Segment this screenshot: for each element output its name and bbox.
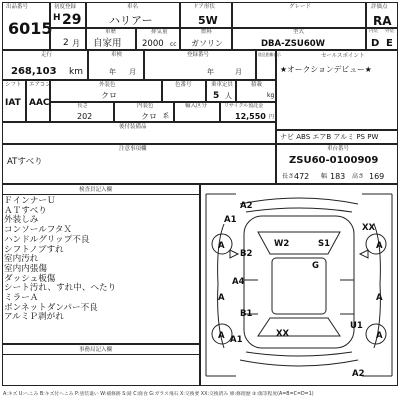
inspection-item: ＦインナーＵ (4, 196, 56, 206)
dealer-cell (2, 344, 200, 386)
expiry-month-unit: 月 (129, 68, 136, 76)
inspection-item: アルミＰ剥がれ (4, 312, 64, 323)
month-cell (50, 28, 86, 50)
lot-cell (2, 2, 53, 50)
grade-label: グレード (289, 4, 312, 10)
int-color: クロ (141, 112, 157, 121)
load-cell (236, 80, 276, 102)
exterior-label: 外装 (385, 29, 394, 34)
capacity: 5 (213, 91, 220, 101)
interior-score: D (371, 38, 380, 49)
reg-year-unit: 年 (207, 68, 214, 76)
grade-cell (232, 2, 366, 28)
damage-mark: B2 (240, 249, 253, 259)
model: DBA-ZSU60W (261, 39, 326, 49)
mileage-unit: km (69, 67, 83, 77)
damage-mark: A (218, 331, 225, 341)
inspection-item: 外装しみ (4, 215, 39, 226)
vin-hei: 169 (369, 172, 385, 181)
inspection-item: コンソールフタＸ (4, 225, 72, 236)
era: H (53, 13, 61, 23)
damage-mark: A (376, 241, 383, 251)
model-label: 型式 (293, 29, 305, 35)
int-color-label: 内装色 (137, 103, 154, 109)
lot-label: 出品番号 (6, 4, 29, 10)
etc-cell (2, 122, 276, 144)
usage: 自家用 (93, 38, 122, 49)
vin-wid-label: 幅 (321, 173, 328, 180)
door-cell (180, 2, 232, 28)
damage-mark: XX (276, 329, 290, 339)
load-label: 積載 (251, 82, 263, 88)
length-cell (50, 102, 114, 122)
inspection-item: 室内内張傷 (4, 263, 47, 274)
damage-mark: A1 (230, 335, 243, 345)
length-label: 長さ (77, 103, 89, 109)
mileage-cell (2, 50, 88, 80)
exterior-score: E (386, 38, 393, 49)
mileage-value: 268,103 (11, 66, 57, 77)
inspection-divider (2, 194, 200, 195)
color-label: 外装色 (99, 82, 116, 88)
color: クロ (101, 91, 117, 100)
inspection-item: ボンネットダンパー不良 (4, 302, 98, 313)
inspection-list (4, 197, 116, 323)
reg-cell (144, 50, 256, 80)
int-ext-cell (366, 28, 398, 50)
damage-mark: A (376, 331, 383, 341)
notes-label: 注意事項欄 (119, 146, 147, 152)
usage-label: 車歴 (105, 29, 117, 35)
fuel-label: 燃料 (201, 29, 213, 35)
shift: IAT (5, 98, 21, 108)
model-cell (232, 28, 366, 50)
selling-points-text: ★オークションデビュー★ (280, 65, 372, 74)
inspection-item: シフトノブすれ (4, 244, 64, 255)
ac-label: エアコン (29, 82, 51, 88)
shift-cell (2, 80, 26, 122)
vin-cell (276, 144, 398, 184)
recycle-label: 陸送距離表示 (258, 52, 281, 57)
score: RA (373, 14, 392, 28)
vin-len-label: 長さ (282, 173, 295, 180)
inspection-item: ミラーＡ (4, 293, 39, 304)
int-color-cell (114, 102, 174, 122)
selling-points-cell (276, 50, 398, 130)
notes: ATすべり (7, 157, 43, 167)
cc-cell (136, 28, 180, 50)
int-unit: 系 (163, 113, 170, 120)
expiry-year-unit: 年 (109, 68, 116, 76)
name-label: 車名 (127, 4, 139, 10)
year-label: 初度登録 (54, 4, 77, 10)
car-name: ハリアー (109, 14, 153, 27)
damage-mark: G (312, 261, 319, 271)
load-unit: kg (267, 92, 275, 99)
reg-month-unit: 月 (235, 68, 242, 76)
ac-cell (26, 80, 50, 122)
door-label: ドア形状 (193, 4, 215, 10)
recycle-fee: 12,550 (235, 112, 266, 121)
damage-mark: A2 (240, 201, 253, 211)
inspection-item: シート汚れ、すれ中、へたり (4, 283, 117, 294)
inspection-item: ハンドルグリップ不良 (4, 234, 90, 245)
damage-mark: U1 (350, 321, 363, 331)
damage-mark: A4 (232, 277, 245, 287)
capacity-label: 乗車定員 (211, 82, 234, 88)
shift-label: シフト (5, 82, 22, 88)
damage-mark: A (218, 241, 225, 251)
vin-len: 472 (294, 172, 310, 181)
recycle-fee-label: リサイクル預託金 (224, 103, 264, 109)
lot-number: 6015 (8, 19, 53, 38)
usage-cell (86, 28, 136, 50)
selling-points-label: セールスポイント (321, 53, 365, 59)
import-cell (174, 102, 220, 122)
month-unit: 月 (72, 39, 80, 48)
score-label: 評価点 (371, 4, 388, 10)
vin-label: 車台番号 (327, 146, 350, 152)
vin-value: ZSU60-0100909 (289, 155, 379, 166)
inspection-item: ＡＴすべり (4, 205, 47, 216)
inspection-label: 検査員記入欄 (79, 187, 113, 193)
recycle-unit: 円 (269, 114, 275, 120)
door: 5W (198, 14, 218, 27)
fuel: ガソリン (191, 39, 223, 48)
year: 29 (62, 12, 82, 28)
recycle-fee-cell (220, 102, 276, 122)
capacity-unit: 人 (225, 92, 232, 100)
options-text: ナビ ABS エアB アルミ PS PW (280, 133, 379, 141)
damage-mark: A (376, 293, 383, 303)
car-diagram (200, 184, 398, 386)
vin-hei-label: 高さ (352, 173, 365, 180)
damage-mark: S1 (318, 239, 331, 249)
ac: AAC (29, 98, 50, 108)
month: 2 (63, 38, 69, 48)
import-label: 輸入区分 (185, 103, 208, 109)
color-cell (50, 80, 162, 102)
damage-mark: XX (362, 223, 376, 233)
expiry-label: 車検 (111, 52, 123, 58)
damage-mark: A2 (352, 369, 365, 379)
legend-footer: A:キズ U:へこみ B:キズ付へこみ P:塗装違い W:補修跡 S:錆 C:腐食 G:ガラス飛石 X:交換要 XX:交換済み 修:修理歴 ③:傷等程度(A=B=C=D=1) (3, 392, 314, 397)
fuel-cell (180, 28, 232, 50)
expiry-cell (88, 50, 144, 80)
length: 202 (77, 112, 93, 121)
cc-unit: cc (170, 41, 177, 48)
year-cell (50, 2, 86, 28)
reg-label: 登録番号 (187, 52, 210, 58)
damage-mark: A1 (224, 215, 237, 225)
options-cell (276, 130, 398, 144)
damage-mark: A (218, 293, 225, 303)
capacity-cell (206, 80, 236, 102)
damage-mark: B1 (240, 309, 253, 319)
cc: 2000 (142, 39, 164, 49)
color-no-label: 色番号 (175, 82, 192, 88)
recycle-cell (256, 50, 281, 80)
inspection-item: ダッシュ板傷 (4, 273, 56, 284)
name-cell (86, 2, 180, 28)
etc-label: 後付装備品 (119, 124, 147, 130)
interior-label: 内装 (369, 29, 378, 34)
inspection-item: 室内汚れ (4, 254, 39, 265)
dealer-divider (2, 354, 200, 355)
vin-wid: 183 (330, 172, 346, 181)
mileage-label: 走行 (41, 52, 53, 58)
cc-label: 排気量 (151, 29, 168, 35)
dealer-label: 事務局記入欄 (79, 347, 113, 353)
color-no-cell (162, 80, 206, 102)
damage-mark: W2 (274, 239, 290, 249)
notes-cell (2, 144, 276, 184)
score-cell (366, 2, 398, 28)
